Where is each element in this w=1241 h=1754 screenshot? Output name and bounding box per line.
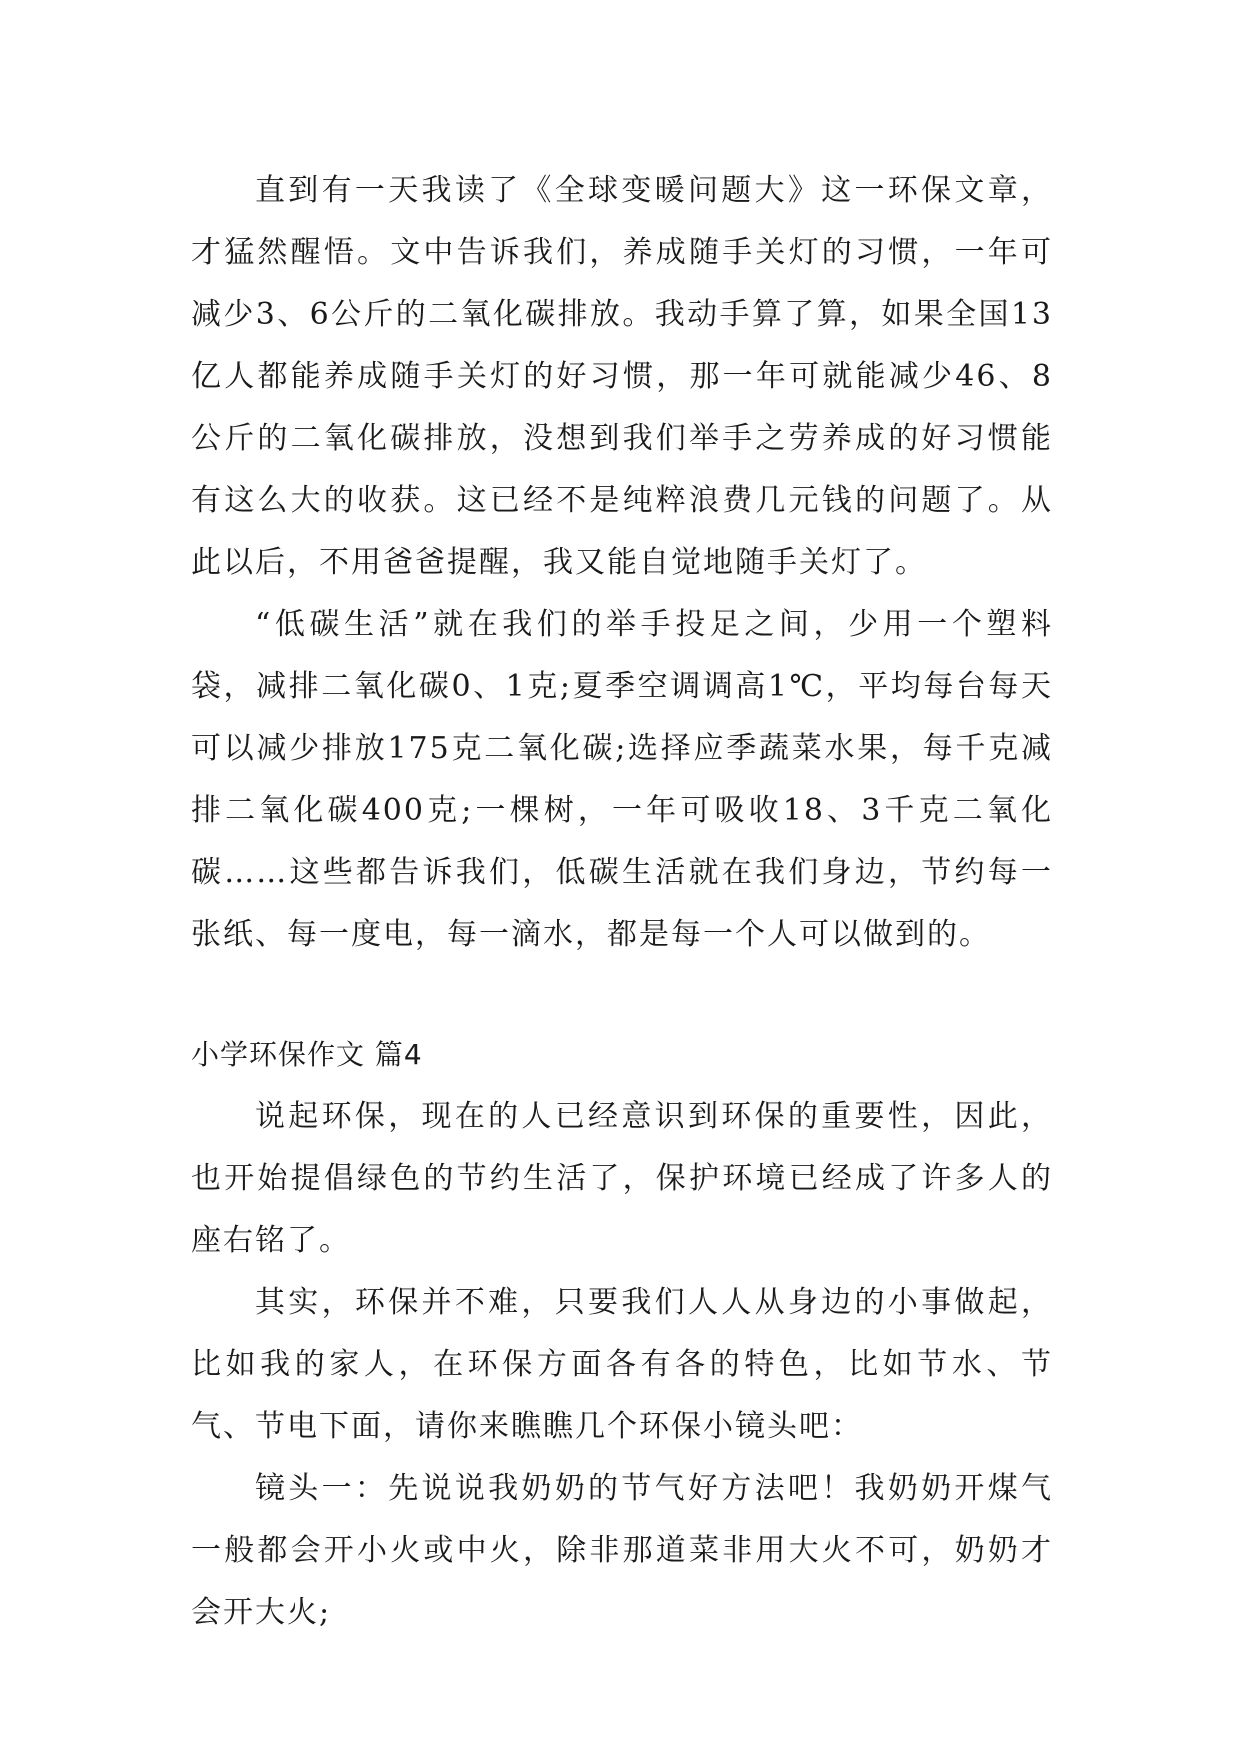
paragraph-environment-awareness: 说起环保，现在的人已经意识到环保的重要性，因此，也开始提倡绿色的节约生活了，保护环境已经成了许多人的座右铭了。 — [191, 1099, 1053, 1258]
paragraph-small-things: 其实，环保并不难，只要我们人人从身边的小事做起，比如我的家人，在环保方面各有各的特色，比如节水、节气、节电下面，请你来瞧瞧几个环保小镜头吧： — [191, 1285, 1053, 1444]
paragraph-low-carbon-life: “低碳生活”就在我们的举手投足之间，少用一个塑料袋，减排二氧化碳0、1克;夏季空调调高1℃，平均每台每天可以减少排放175克二氧化碳;选择应季蔬菜水果，每千克减排二氧化碳400克;一棵树，一年可吸收18、3千克二氧化碳……这些都告诉我们，低碳生活就在我们身边，节约每一张纸、每一度电，每一滴水，都是每一个人可以做到的。 — [191, 607, 1053, 952]
section-title: 小学环保作文 篇4 — [191, 1038, 423, 1071]
section-spacer — [191, 966, 1053, 1024]
paragraph-global-warming: 直到有一天我读了《全球变暖问题大》这一环保文章，才猛然醒悟。文中告诉我们，养成随手关灯的习惯，一年可减少3、6公斤的二氧化碳排放。我动手算了算，如果全国13亿人都能养成随手关灯的好习惯，那一年可就能减少46、8公斤的二氧化碳排放，没想到我们举手之劳养成的好习惯能有这么大的收获。这已经不是纯粹浪费几元钱的问题了。从此以后，不用爸爸提醒，我又能自觉地随手关灯了。 — [191, 173, 1053, 580]
paragraph-scene-one: 镜头一：先说说我奶奶的节气好方法吧！我奶奶开煤气一般都会开小火或中火，除非那道菜非用大火不可，奶奶才会开大火; — [191, 1471, 1053, 1630]
document-body — [191, 160, 1053, 1644]
